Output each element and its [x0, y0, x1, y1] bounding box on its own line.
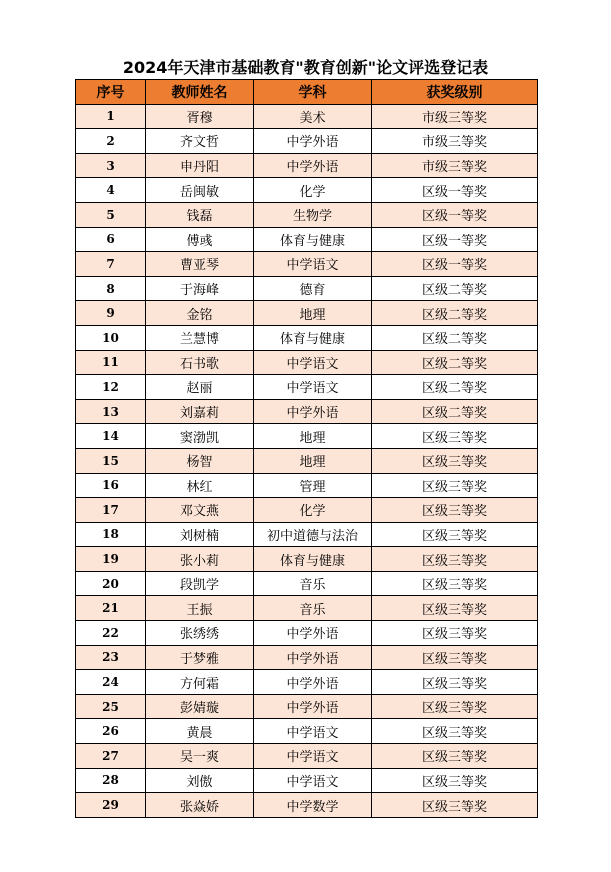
- table-body: [76, 104, 538, 817]
- award-level-cell: 区级三等奖: [372, 694, 538, 719]
- subject-cell: 中学语文: [254, 375, 372, 400]
- teacher-name-cell: 傅彧: [146, 227, 254, 252]
- serial-number-cell: 6: [76, 227, 146, 252]
- serial-number-cell: 27: [76, 744, 146, 769]
- subject-cell: 中学外语: [254, 670, 372, 695]
- award-level-cell: 区级二等奖: [372, 301, 538, 326]
- award-level-cell: 区级三等奖: [372, 744, 538, 769]
- subject-cell: 中学语文: [254, 350, 372, 375]
- teacher-name-cell: 石书歌: [146, 350, 254, 375]
- award-level-cell: 区级二等奖: [372, 350, 538, 375]
- subject-cell: 中学数学: [254, 793, 372, 818]
- serial-number-cell: 5: [76, 202, 146, 227]
- award-level-cell: 区级三等奖: [372, 498, 538, 523]
- serial-number-cell: 7: [76, 252, 146, 277]
- award-level-cell: 区级三等奖: [372, 621, 538, 646]
- subject-cell: 体育与健康: [254, 547, 372, 572]
- table-row: [76, 596, 538, 621]
- award-level-cell: 市级三等奖: [372, 129, 538, 154]
- subject-cell: 地理: [254, 448, 372, 473]
- table-header: [76, 80, 538, 105]
- table-row: [76, 621, 538, 646]
- subject-cell: 化学: [254, 498, 372, 523]
- teacher-name-cell: 方何霜: [146, 670, 254, 695]
- teacher-name-cell: 张焱娇: [146, 793, 254, 818]
- teacher-name-cell: 兰慧博: [146, 325, 254, 350]
- subject-cell: 德育: [254, 276, 372, 301]
- serial-number-cell: 4: [76, 178, 146, 203]
- award-level-cell: 区级三等奖: [372, 793, 538, 818]
- table-row: [76, 645, 538, 670]
- serial-number-cell: 20: [76, 571, 146, 596]
- teacher-name-cell: 于海峰: [146, 276, 254, 301]
- header-row: [76, 80, 538, 105]
- teacher-name-cell: 金铭: [146, 301, 254, 326]
- serial-number-cell: 17: [76, 498, 146, 523]
- table-row: [76, 399, 538, 424]
- teacher-name-cell: 刘嘉莉: [146, 399, 254, 424]
- table-row: [76, 670, 538, 695]
- table-row: [76, 375, 538, 400]
- award-level-cell: 市级三等奖: [372, 153, 538, 178]
- subject-cell: 管理: [254, 473, 372, 498]
- serial-number-cell: 25: [76, 694, 146, 719]
- teacher-name-cell: 吴一爽: [146, 744, 254, 769]
- serial-number-cell: 22: [76, 621, 146, 646]
- table-row: [76, 129, 538, 154]
- award-level-cell: 区级二等奖: [372, 399, 538, 424]
- serial-number-cell: 9: [76, 301, 146, 326]
- serial-number-cell: 19: [76, 547, 146, 572]
- award-level-cell: 区级三等奖: [372, 719, 538, 744]
- subject-cell: 音乐: [254, 596, 372, 621]
- serial-number-cell: 16: [76, 473, 146, 498]
- table-row: [76, 153, 538, 178]
- table-row: [76, 202, 538, 227]
- column-header-teacher-name: 教师姓名: [146, 80, 254, 105]
- serial-number-cell: 18: [76, 522, 146, 547]
- teacher-name-cell: 齐文哲: [146, 129, 254, 154]
- teacher-name-cell: 邓文燕: [146, 498, 254, 523]
- subject-cell: 体育与健康: [254, 325, 372, 350]
- subject-cell: 中学外语: [254, 129, 372, 154]
- award-level-cell: 区级三等奖: [372, 596, 538, 621]
- subject-cell: 地理: [254, 301, 372, 326]
- teacher-name-cell: 窦渤凯: [146, 424, 254, 449]
- serial-number-cell: 3: [76, 153, 146, 178]
- subject-cell: 体育与健康: [254, 227, 372, 252]
- award-level-cell: 区级三等奖: [372, 547, 538, 572]
- table-row: [76, 522, 538, 547]
- subject-cell: 生物学: [254, 202, 372, 227]
- serial-number-cell: 13: [76, 399, 146, 424]
- serial-number-cell: 23: [76, 645, 146, 670]
- table-row: [76, 473, 538, 498]
- subject-cell: 化学: [254, 178, 372, 203]
- serial-number-cell: 8: [76, 276, 146, 301]
- table-row: [76, 768, 538, 793]
- serial-number-cell: 21: [76, 596, 146, 621]
- award-level-cell: 区级二等奖: [372, 325, 538, 350]
- column-header-subject: 学科: [254, 80, 372, 105]
- award-level-cell: 区级三等奖: [372, 448, 538, 473]
- award-level-cell: 区级三等奖: [372, 424, 538, 449]
- serial-number-cell: 15: [76, 448, 146, 473]
- award-level-cell: 区级一等奖: [372, 227, 538, 252]
- table-row: [76, 744, 538, 769]
- teacher-name-cell: 申丹阳: [146, 153, 254, 178]
- table-row: [76, 793, 538, 818]
- teacher-name-cell: 岳闽敏: [146, 178, 254, 203]
- teacher-name-cell: 刘傲: [146, 768, 254, 793]
- serial-number-cell: 14: [76, 424, 146, 449]
- award-registration-table: [75, 79, 538, 818]
- subject-cell: 中学外语: [254, 645, 372, 670]
- teacher-name-cell: 段凯学: [146, 571, 254, 596]
- table-row: [76, 301, 538, 326]
- table-row: [76, 424, 538, 449]
- column-header-serial-number: 序号: [76, 80, 146, 105]
- table-row: [76, 448, 538, 473]
- subject-cell: 中学语文: [254, 719, 372, 744]
- table-row: [76, 104, 538, 129]
- award-level-cell: 区级三等奖: [372, 768, 538, 793]
- award-level-cell: 区级一等奖: [372, 178, 538, 203]
- serial-number-cell: 29: [76, 793, 146, 818]
- award-level-cell: 区级三等奖: [372, 473, 538, 498]
- teacher-name-cell: 黄晨: [146, 719, 254, 744]
- teacher-name-cell: 曹亚琴: [146, 252, 254, 277]
- teacher-name-cell: 彭婧璇: [146, 694, 254, 719]
- subject-cell: 地理: [254, 424, 372, 449]
- award-level-cell: 区级一等奖: [372, 202, 538, 227]
- page-title: 2024年天津市基础教育"教育创新"论文评选登记表: [122, 58, 489, 77]
- column-header-award-level: 获奖级别: [372, 80, 538, 105]
- subject-cell: 初中道德与法治: [254, 522, 372, 547]
- table-row: [76, 227, 538, 252]
- subject-cell: 中学语文: [254, 768, 372, 793]
- subject-cell: 中学外语: [254, 153, 372, 178]
- award-level-cell: 区级二等奖: [372, 375, 538, 400]
- subject-cell: 中学语文: [254, 252, 372, 277]
- award-level-cell: 区级一等奖: [372, 252, 538, 277]
- subject-cell: 中学语文: [254, 744, 372, 769]
- teacher-name-cell: 杨智: [146, 448, 254, 473]
- award-level-cell: 区级二等奖: [372, 276, 538, 301]
- table-row: [76, 694, 538, 719]
- teacher-name-cell: 胥穆: [146, 104, 254, 129]
- serial-number-cell: 11: [76, 350, 146, 375]
- teacher-name-cell: 张绣绣: [146, 621, 254, 646]
- subject-cell: 美术: [254, 104, 372, 129]
- table-row: [76, 276, 538, 301]
- serial-number-cell: 10: [76, 325, 146, 350]
- table-row: [76, 547, 538, 572]
- teacher-name-cell: 钱磊: [146, 202, 254, 227]
- subject-cell: 中学外语: [254, 694, 372, 719]
- award-level-cell: 市级三等奖: [372, 104, 538, 129]
- subject-cell: 音乐: [254, 571, 372, 596]
- subject-cell: 中学外语: [254, 399, 372, 424]
- teacher-name-cell: 于梦雅: [146, 645, 254, 670]
- table-row: [76, 252, 538, 277]
- award-level-cell: 区级三等奖: [372, 645, 538, 670]
- serial-number-cell: 1: [76, 104, 146, 129]
- serial-number-cell: 2: [76, 129, 146, 154]
- table-row: [76, 571, 538, 596]
- table-row: [76, 719, 538, 744]
- teacher-name-cell: 王振: [146, 596, 254, 621]
- award-level-cell: 区级三等奖: [372, 522, 538, 547]
- teacher-name-cell: 张小莉: [146, 547, 254, 572]
- table-row: [76, 350, 538, 375]
- table-row: [76, 498, 538, 523]
- award-level-cell: 区级三等奖: [372, 571, 538, 596]
- teacher-name-cell: 赵丽: [146, 375, 254, 400]
- teacher-name-cell: 林红: [146, 473, 254, 498]
- teacher-name-cell: 刘树楠: [146, 522, 254, 547]
- serial-number-cell: 26: [76, 719, 146, 744]
- serial-number-cell: 24: [76, 670, 146, 695]
- serial-number-cell: 28: [76, 768, 146, 793]
- table-row: [76, 178, 538, 203]
- table-row: [76, 325, 538, 350]
- subject-cell: 中学外语: [254, 621, 372, 646]
- award-level-cell: 区级三等奖: [372, 670, 538, 695]
- serial-number-cell: 12: [76, 375, 146, 400]
